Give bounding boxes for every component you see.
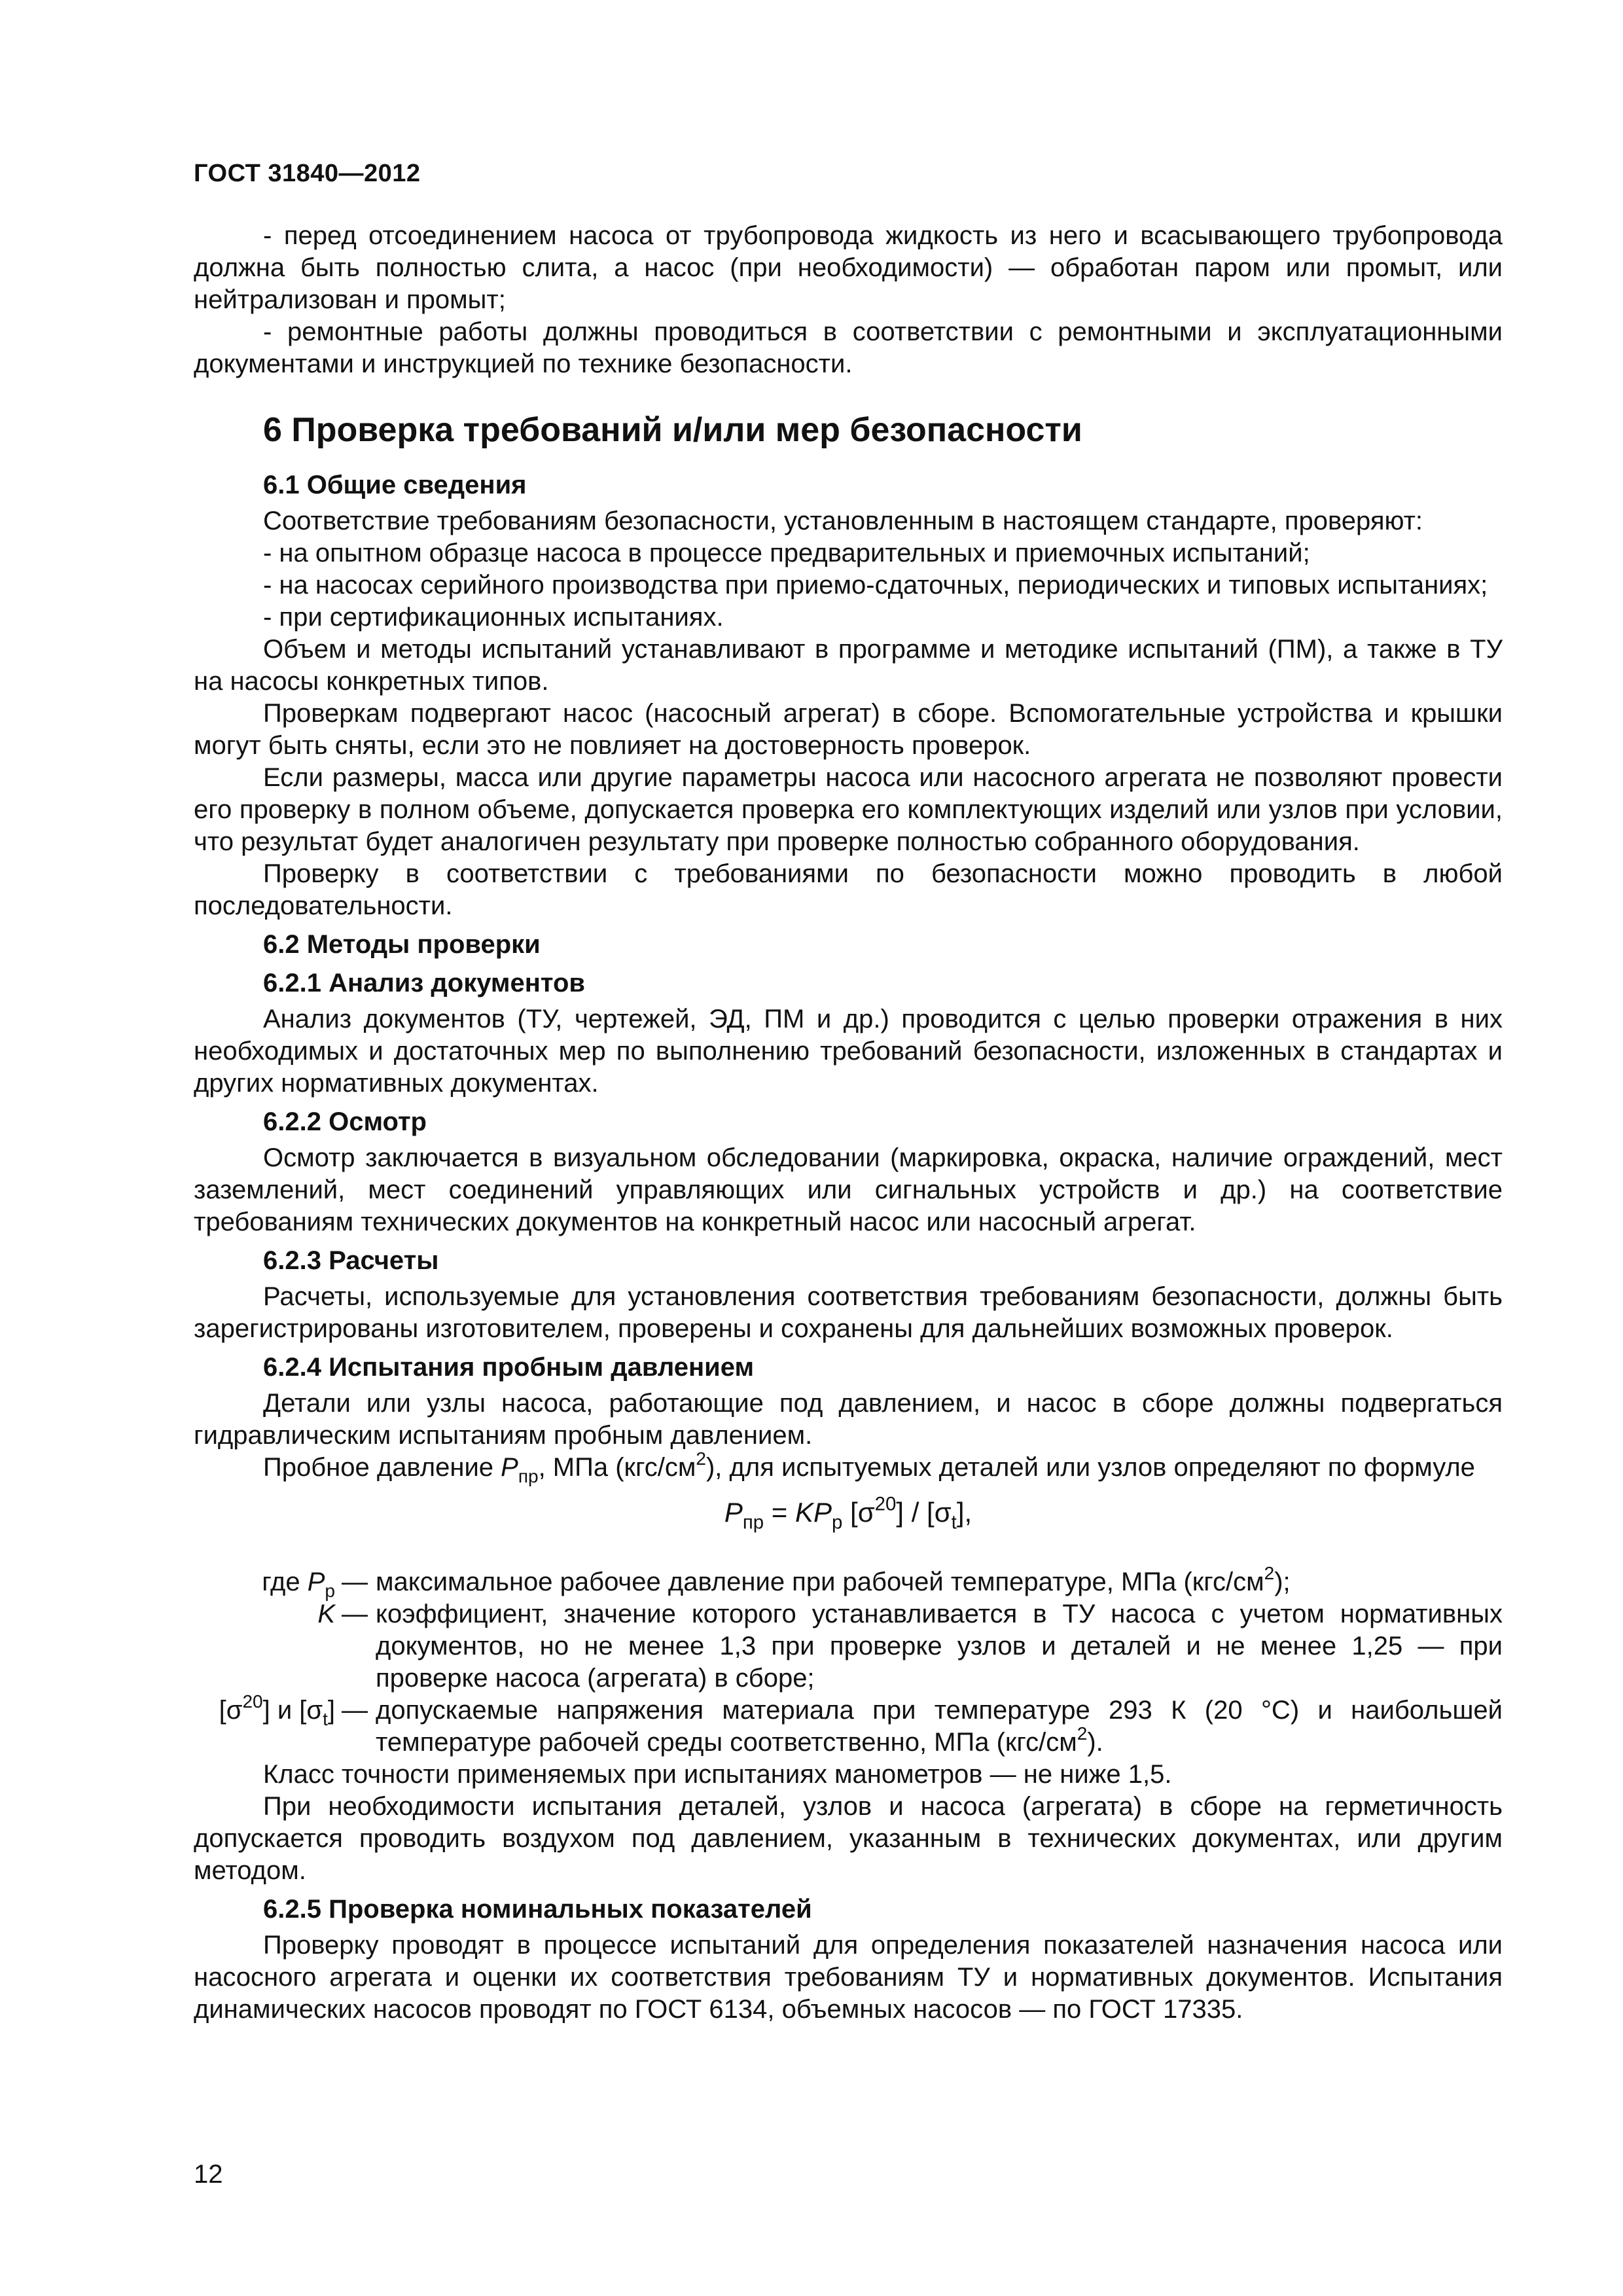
paragraph-6-1-1: Соответствие требованиям безопасности, установленным в настоящем стандарте, проверяют:: [263, 507, 1423, 535]
section-6-1-heading: 6.1 Общие сведения: [263, 471, 527, 499]
text-segment: где: [262, 1568, 308, 1596]
paragraph-6-2-4-2: [194, 1448, 1503, 1486]
section-6-2-3-heading: 6.2.3 Расчеты: [263, 1246, 439, 1275]
definition-text: [376, 1695, 1503, 1759]
document-header: ГОСТ 31840—2012: [194, 160, 421, 187]
text-segment: [σ: [219, 1696, 243, 1725]
definition-text: [376, 1563, 1503, 1598]
paragraph-6-2-4-3: Класс точности применяемых при испытаниях манометров — не ниже 1,5.: [263, 1760, 1172, 1789]
formula-eq: =: [764, 1497, 795, 1528]
formula-lhs-sub: пр: [742, 1511, 764, 1534]
paragraph-6-1-6: Проверкам подвергают насос (насосный агрегат) в сборе. Вспомогательные устройства и крышки могут быть сняты, если это не повлияет на достоверность проверок.: [194, 699, 1503, 760]
subscript: t: [323, 1708, 328, 1729]
formula-sigma20-sup: 20: [874, 1493, 897, 1515]
formula-tail: ],: [956, 1497, 972, 1528]
formula-k-var: KP: [795, 1497, 832, 1528]
page-number: 12: [194, 2160, 223, 2189]
paragraph-6-2-4-4: При необходимости испытания деталей, узлов и насоса (агрегата) в сборе на герметичность допускается проводить воздухом под давлением, указанным в технических документах, или другим методом.: [194, 1792, 1503, 1885]
variable-p: P: [307, 1568, 325, 1596]
paragraph-6-1-4: - при сертификационных испытаниях.: [263, 603, 724, 632]
formula-sigmat-sub: t: [951, 1511, 957, 1534]
definition-term: [168, 1566, 335, 1601]
text-segment: , МПа (кгс/см: [538, 1453, 696, 1482]
superscript: 2: [1077, 1723, 1088, 1744]
paragraph-6-1-3: - на насосах серийного производства при приемо-сдаточных, периодических и типовых испытаниях;: [263, 571, 1488, 600]
formula-k-sub: р: [832, 1511, 843, 1534]
section-6-2-5-heading: 6.2.5 Проверка номинальных показателей: [263, 1895, 812, 1924]
section-6-heading: 6 Проверка требований и/или мер безопасности: [263, 411, 1082, 449]
definition-term: [168, 1598, 335, 1630]
superscript: 20: [242, 1691, 263, 1712]
superscript: 2: [696, 1448, 706, 1469]
definition-dash: —: [342, 1568, 368, 1596]
paragraph-6-1-5: Объем и методы испытаний устанавливают в программе и методике испытаний (ПМ), а также в ТУ на насосы конкретных типов.: [194, 635, 1503, 696]
paragraph-6-1-8: Проверку в соответствии с требованиями по безопасности можно проводить в любой последовательности.: [194, 859, 1503, 920]
paragraph-6-2-1: Анализ документов (ТУ, чертежей, ЭД, ПМ и др.) проводится с целью проверки отражения в них необходимых и достаточных мер по выполнению требований безопасности, изложенных в стандартах и других нормативных документах.: [194, 1005, 1503, 1098]
formula-sigma20-open: [σ: [842, 1497, 875, 1528]
paragraph-6-2-2: Осмотр заключается в визуальном обследовании (маркировка, окраска, наличие ограждений, мест заземлений, мест соединений управляющих или сигнальных устройств и др.) на соответствие требованиям технических документов на конкретный насос или насосный агрегат.: [194, 1143, 1503, 1236]
paragraph-intro-1: - перед отсоединением насоса от трубопровода жидкость из него и всасывающего трубопровода должна быть полностью слита, а насос (при необходимости) — обработан паром или промыт, или нейтрализован и промыт;: [194, 221, 1503, 314]
text-segment: допускаемые напряжения материала при температуре 293 К (20 °С) и наибольшей температуре рабочей среды соответственно, МПа (кгс/см: [376, 1696, 1503, 1757]
section-6-2-1-heading: 6.2.1 Анализ документов: [263, 969, 586, 997]
definition-text: коэффициент, значение которого устанавливается в ТУ насоса с учетом нормативных документов, но не менее 1,3 при проверке узлов и деталей и не менее 1,25 — при проверке насоса (агрегата) в сборе;: [376, 1600, 1503, 1693]
formula-lhs-var: P: [724, 1497, 743, 1528]
text-segment: ] и [σ: [262, 1696, 323, 1725]
pressure-formula: [194, 1493, 1503, 1534]
superscript: 2: [1264, 1563, 1275, 1584]
formula-sigma20-close: ] / [σ: [896, 1497, 952, 1528]
subscript: пр: [518, 1465, 539, 1486]
text-segment: Пробное давление: [263, 1453, 501, 1482]
text-segment: );: [1274, 1568, 1291, 1596]
definition-row: [194, 1691, 1503, 1759]
paragraph-6-1-2: - на опытном образце насоса в процессе предварительных и приемочных испытаний;: [263, 539, 1310, 567]
definition-row: [194, 1563, 1503, 1601]
definition-dash: —: [342, 1600, 368, 1628]
section-6-2-2-heading: 6.2.2 Осмотр: [263, 1107, 427, 1136]
section-6-2-4-heading: 6.2.4 Испытания пробным давлением: [263, 1353, 755, 1382]
page-content: [194, 220, 1503, 2026]
variable-p: P: [501, 1453, 518, 1482]
definition-row: [194, 1598, 1503, 1695]
text-segment: ]: [327, 1696, 335, 1725]
text-segment: ).: [1087, 1728, 1103, 1757]
formula-definitions: [194, 1563, 1503, 1759]
paragraph-6-2-3: Расчеты, используемые для установления соответствия требованиям безопасности, должны быть зарегистрированы изготовителем, проверены и сохранены для дальнейших возможных проверок.: [194, 1282, 1503, 1343]
paragraph-6-1-7: Если размеры, масса или другие параметры насоса или насосного агрегата не позволяют провести его проверку в полном объеме, допускается проверка его комплектующих изделий или узлов при условии, что результат будет аналогичен результату при проверке полностью собранного оборудования.: [194, 763, 1503, 856]
paragraph-intro-2: - ремонтные работы должны проводиться в соответствии с ремонтными и эксплуатационными документами и инструкцией по технике безопасности.: [194, 317, 1503, 378]
text-segment: ), для испытуемых деталей или узлов определяют по формуле: [705, 1453, 1475, 1482]
definition-dash: —: [342, 1696, 368, 1725]
paragraph-6-2-5: Проверку проводят в процессе испытаний для определения показателей назначения насоса или насосного агрегата и оценки их соответствия требованиям ТУ и нормативных документов. Испытания динамических насосов проводят по ГОСТ 6134, объемных насосов — по ГОСТ 17335.: [194, 1931, 1503, 2024]
text-segment: максимальное рабочее давление при рабочей температуре, МПа (кгс/см: [376, 1568, 1264, 1596]
variable-k: K: [317, 1600, 335, 1628]
definition-term: [168, 1691, 335, 1729]
subscript: р: [325, 1580, 335, 1601]
section-6-2-heading: 6.2 Методы проверки: [263, 930, 541, 959]
paragraph-6-2-4-1: Детали или узлы насоса, работающие под давлением, и насос в сборе должны подвергаться гидравлическим испытаниям пробным давлением.: [194, 1389, 1503, 1450]
